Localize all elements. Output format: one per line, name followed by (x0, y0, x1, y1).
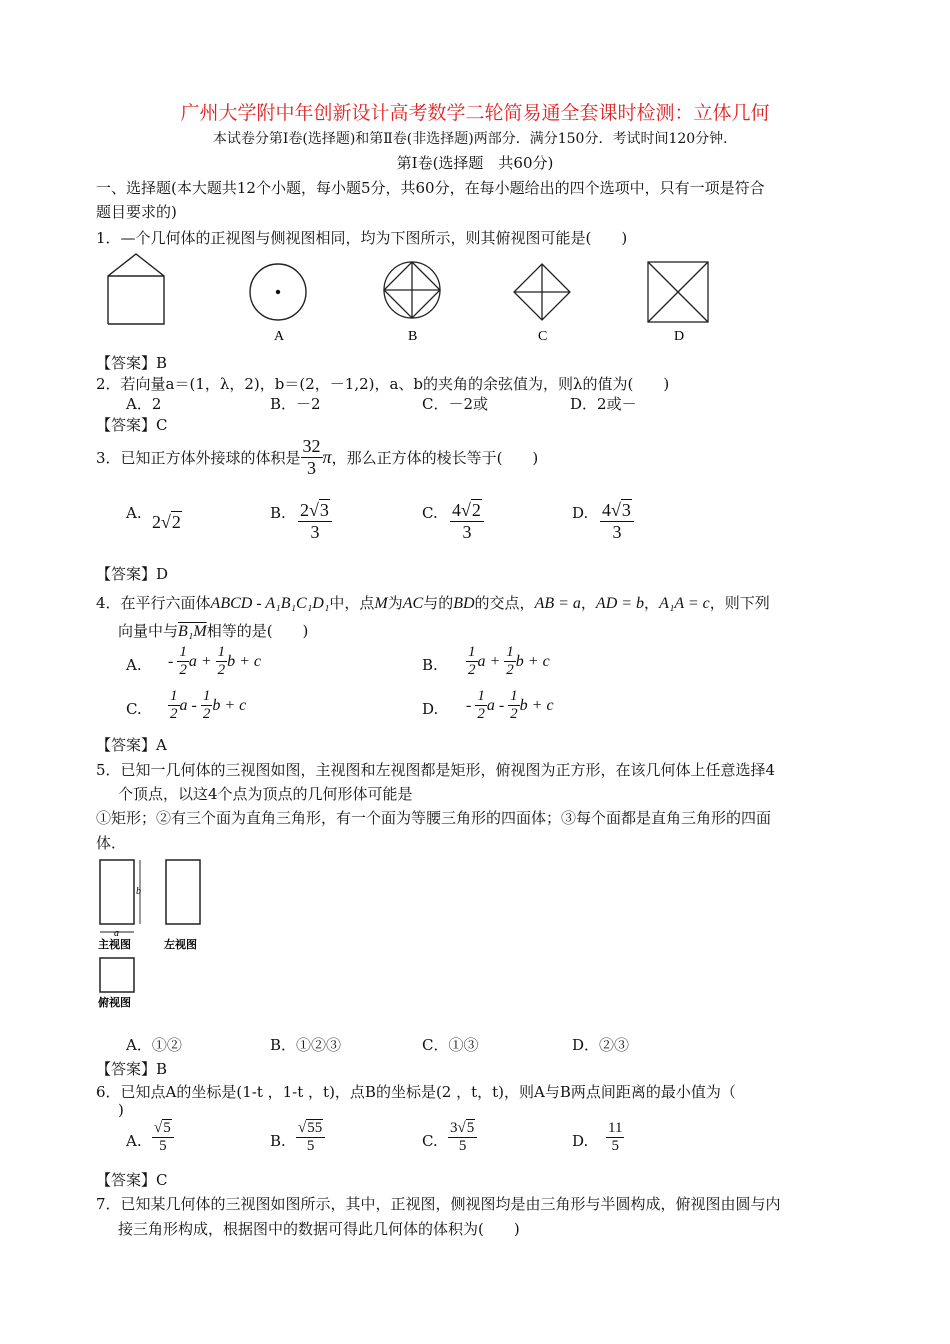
top-view-figure (100, 958, 134, 992)
q3-option-b: $\frac{2√3}{3}$ (298, 500, 332, 542)
option-d-figure (648, 262, 708, 322)
q2-text: 2．若向量a＝(1，λ，2)，b＝(2，－1,2)，a、b的夹角的余弦值为，则λ的值为( ) (96, 375, 670, 393)
q1-label-a: A (274, 329, 285, 344)
q4-label-a: A. (126, 656, 142, 674)
q1-text: 1．—个几何体的正视图与侧视图相同，均为下图所示，则其俯视图可能是( ) (96, 229, 628, 247)
option-b-figure (384, 262, 440, 318)
q1-answer: 【答案】B (96, 354, 168, 372)
q6-line-1: 6．已知点A的坐标是(1-t ，1-t ，t)，点B的坐标是(2 ，t，t)，则A与B两点间距离的最小值为（ (96, 1083, 736, 1101)
option-a-figure (250, 264, 306, 320)
q7-line-1: 7．已知某几何体的三视图如图所示，其中，正视图，侧视图均是由三角形与半圆构成，俯视图由圆与内 (96, 1195, 781, 1213)
q4-label-b: B. (422, 656, 438, 674)
q4-option-c: $\frac{1}{2}$ a - $\frac{1}{2}$ b + c (170, 688, 247, 723)
q2-answer: 【答案】C (96, 416, 168, 434)
q6-label-a: A. (126, 1132, 142, 1150)
q6-label-c: C. (422, 1132, 438, 1150)
intro-text: 本试卷分第Ⅰ卷(选择题)和第Ⅱ卷(非选择题)两部分．满分150分．考试时间120分钟． (212, 131, 738, 147)
q4-answer: 【答案】A (96, 736, 167, 754)
q5-option-a: A．①② (126, 1036, 182, 1054)
q3-label-d: D. (572, 504, 589, 522)
q5-option-d: D．②③ (572, 1036, 630, 1054)
dim-b-label: b (136, 886, 141, 897)
q1-label-b: B (408, 329, 418, 344)
q6-label-b: B. (270, 1132, 286, 1150)
dim-a-label: a (114, 928, 119, 939)
q5-answer: 【答案】B (96, 1060, 168, 1078)
q1-label-c: C (538, 329, 548, 344)
q2-option-c: C．－2或 (422, 395, 489, 413)
q3-option-c: $\frac{4√2}{3}$ (450, 500, 484, 542)
front-view-figure (108, 254, 164, 324)
q4-line-2: 向量中与B₁M相等的是( ) (118, 622, 309, 640)
q2-option-b: B．－2 (270, 395, 321, 413)
q4-option-a: - $\frac{1}{2}$ a + $\frac{1}{2}$ b + c (168, 644, 262, 679)
q3-text-after: ，那么正方体的棱长等于( ) (331, 448, 539, 467)
q3-label-c: C. (422, 504, 438, 522)
left-view-label: 左视图 (164, 939, 197, 951)
q4-label-d: D. (422, 700, 439, 718)
q5-line-2: 个顶点，以这4个点为顶点的几何形体可能是 (118, 785, 413, 803)
q3-option-a: 2√2 (152, 512, 181, 532)
q7-line-2: 接三角形构成，根据图中的数据可得此几何体的体积为( ) (118, 1220, 520, 1238)
q6-answer: 【答案】C (96, 1171, 168, 1189)
q3-text (96, 436, 538, 478)
page-title: 广州大学附中年创新设计高考数学二轮简易通全套课时检测：立体几何 (180, 102, 770, 124)
q6-option-a: $\frac{√5}{5}$ (152, 1120, 174, 1156)
q2-option-a: A．2 (126, 395, 162, 413)
q6-label-d: D. (572, 1132, 589, 1150)
q5-option-b: B．①②③ (270, 1036, 342, 1054)
q3-option-d: $\frac{4√3}{3}$ (600, 500, 634, 542)
q4-line-1: 4．在平行六面体ABCD - A₁B₁C₁D₁中，点M为AC与的BD的交点，AB = a，AD = b，A₁A = c，则下列 (96, 594, 770, 612)
q6-option-c: $\frac{3√5}{5}$ (448, 1120, 477, 1156)
q3-label-b: B. (270, 504, 286, 522)
q5-line-3: ①矩形；②有三个面为直角三角形，有一个面为等腰三角形的四面体；③每个面都是直角三角形的四面 (96, 809, 772, 827)
option-c-figure (514, 264, 570, 320)
q4-option-d: - $\frac{1}{2}$ a - $\frac{1}{2}$ b + c (466, 688, 554, 723)
top-view-label: 俯视图 (98, 997, 131, 1009)
instructions-line-1: 一、选择题(本大题共12个小题，每小题5分，共60分，在每小题给出的四个选项中，只有一项是符合 (96, 179, 765, 197)
main-view-figure (100, 860, 140, 932)
left-view-figure (166, 860, 200, 924)
q6-option-d: $\frac{11}{5}$ (608, 1120, 623, 1155)
q3-volume-fraction: $\frac{32}{3}$ (302, 436, 321, 478)
q6-option-b: $\frac{√55}{5}$ (296, 1120, 325, 1156)
section-title: 第Ⅰ卷(选择题 共60分) (396, 154, 554, 172)
q5-three-views (94, 856, 224, 1012)
q3-pi: π (322, 446, 332, 467)
q4-label-c: C. (126, 700, 142, 718)
q1-label-d: D (674, 329, 685, 344)
main-view-label: 主视图 (98, 939, 131, 951)
q3-label-a: A. (126, 504, 142, 522)
q5-line-1: 5．已知一几何体的三视图如图，主视图和左视图都是矩形，俯视图为正方形，在该几何体上任意选择4 (96, 761, 776, 779)
q4-option-b: $\frac{1}{2}$ a + $\frac{1}{2}$ b + c (468, 644, 550, 679)
q3-text-before: 3．已知正方体外接球的体积是 (96, 448, 301, 467)
q2-option-d: D．2或－ (570, 395, 637, 413)
q5-line-4: 体． (96, 834, 127, 852)
q6-line-2: ) (118, 1101, 124, 1119)
q5-option-c: C．①③ (422, 1036, 479, 1054)
instructions-line-2: 题目要求的) (96, 203, 177, 221)
q1-figures (96, 252, 736, 348)
q3-answer: 【答案】D (96, 565, 169, 583)
